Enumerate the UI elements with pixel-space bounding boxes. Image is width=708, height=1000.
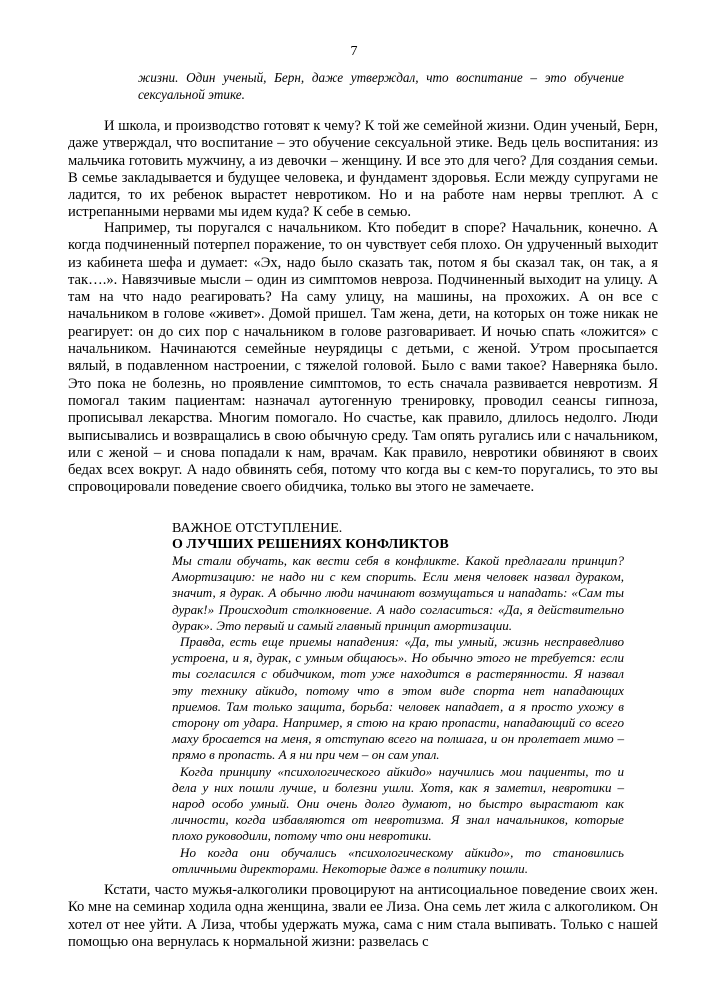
digression-paragraph: Правда, есть еще приемы нападения: «Да, ты умный, жизнь несправедливо устроена, и я, дурак, с умным общаюсь». Но обычно этого не требуется: если ты согласился с обидчиком, тот уже находится в растерянности. Я назвал эту технику айкидо, потому что в этом виде спорта нет нападающих приемов. Там только защита, борьба: человек нападает, а я просто ухожу в сторону от удара. Например, я стою на краю пропасти, нападающий со всего маху бросается на меня, я отступаю всего на полшага, и он пролетает мимо – прямо в пропасть. А я ни при чем – он сам упал. [172,634,624,763]
body-paragraph: И школа, и производство готовят к чему? К той же семейной жизни. Один ученый, Берн, даже утверждал, что воспитание – это обучение сексуальной этике. Ведь цель воспитания: из мальчика готовить мужчину, а из девочки – женщину. И все это для чего? Для создания семьи. В семье закладывается и будущее человека, и фундамент здоровья. Если между супругами не ладится, то их ребенок вырастет невротиком. Но и на работе нам нервы треплют. А с истрепанными нервами мы идем куда? К себе в семью. [68,118,658,221]
page-number: 7 [350,44,358,59]
digression-block [172,521,624,877]
digression-paragraph: Когда принципу «психологического айкидо» научились мои пациенты, то и дела у них пошли лучше, и болезни ушли. Хотя, как я заметил, невротики – народ особо умный. Они очень долго думают, но быстро вырастают как личности, когда избавляются от невротизма. Я знал начальников, которые плохо руководили, потому что они невротики. [172,763,624,844]
digression-title: О ЛУЧШИХ РЕШЕНИЯХ КОНФЛИКТОВ [172,537,449,552]
digression-label: ВАЖНОЕ ОТСТУПЛЕНИЕ. [172,521,343,536]
body-paragraph: Например, ты поругался с начальником. Кто победит в споре? Начальник, конечно. А когда подчиненный потерпел поражение, то он чувствует себя плохо. Он удрученный выходит из кабинета шефа и думает: «Эх, надо было сказать так, потом я бы сказал так, он так, а я так….». Навязчивые мысли – один из симптомов невроза. Подчиненный выходит на улицу. А там на что надо реагировать? На саму улицу, на машины, на прохожих. А он все с начальником в голове «живет». Домой пришел. Там жена, дети, на которых он тоже никак не реагирует: он до сих пор с начальником в голове разговаривает. И ночью спать «ложится» с начальником. Начинаются семейные неурядицы с детьми, с женой. Утром просыпается вялый, в подавленном настроении, с тяжелой головой. Было с вами такое? Наверняка было. Это пока не болезнь, но проявление симптомов, то есть сначала развивается невротизм. Я помогал таким пациентам: назначал аутогенную тренировку, проводил сеансы гипноза, прописывал лекарства. Многим помогало. Но счастье, как правило, длилось недолго. Люди выписывались и возвращались в свою обычную среду. Там опять ругались или с начальником, или с женой – и снова попадали к нам, врачам. Как правило, невротики обвиняют в своих бедах всех вокруг. А надо обвинять себя, потому что когда вы с кем-то поругались, то это вы спровоцировали поведение своего обидчика, только вы этого не замечаете. [68,220,658,496]
digression-paragraph: Но когда они обучались «психологическому айкидо», то становились отличными директорами. Некоторые даже в политику пошли. [172,844,624,876]
closing-paragraph: Кстати, часто мужья-алкоголики провоцируют на антисоциальное поведение своих жен. Ко мне на семинар ходила одна женщина, звали ее Лиза. Она семь лет жила с алкоголиком. Он хотел от нее уйти. А Лиза, чтобы удержать мужа, сама с ним стала выпивать. Только с нашей помощью она вернулась к нормальной жизни: развелась с [68,882,658,950]
digression-paragraph: Мы стали обучать, как вести себя в конфликте. Какой предлагали принцип? Амортизацию: не надо ни с кем спорить. Если меня человек назвал дураком, значит, я дурак. А обычно люди начинают возмущаться и нападать: «Сам ты дурак!» Происходит столкновение. А надо согласиться: «Да, я действительно дурак». Это первый и самый главный принцип амортизации. [172,553,624,633]
intro-quote: жизни. Один ученый, Берн, даже утверждал, что воспитание – это обучение сексуальной этике. [138,70,624,102]
